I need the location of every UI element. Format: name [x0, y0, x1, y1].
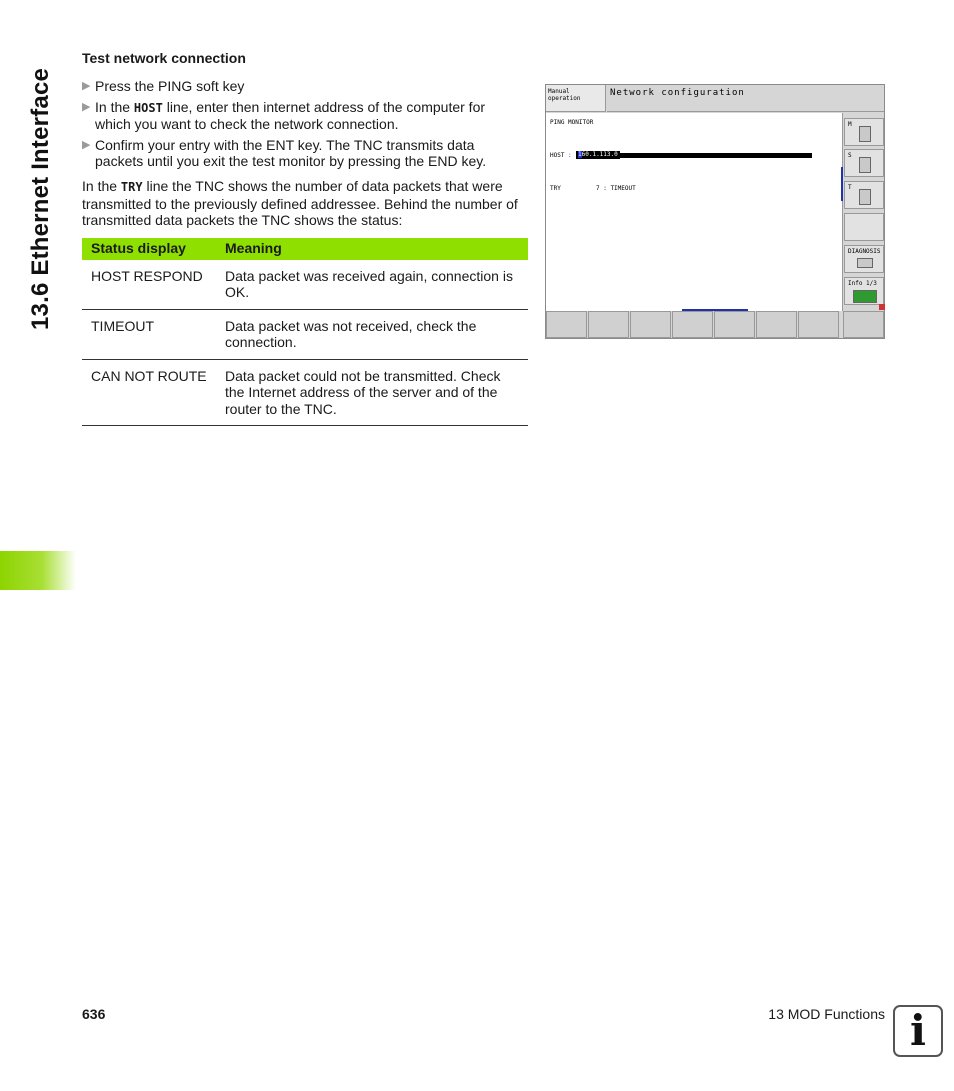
tnc-button-blank[interactable] [844, 213, 884, 241]
step-code: HOST [133, 100, 163, 115]
table-row [82, 260, 528, 310]
tnc-button-label: DIAGNOSIS [848, 248, 881, 255]
table-header-status: Status display [82, 238, 216, 260]
spindle-icon [859, 126, 871, 142]
tnc-button-s[interactable] [844, 149, 884, 177]
tnc-softkey[interactable] [843, 311, 884, 338]
para-text-after: line the TNC shows the number of data packets that were transmitted to the previously defined addressee. Behind the number of transmitted data packets the TNC shows the status: [82, 178, 518, 228]
step-item [82, 99, 522, 133]
tnc-softkey-row [546, 311, 884, 339]
tnc-button-label: M [848, 121, 852, 128]
status-paragraph [82, 178, 527, 229]
tnc-mode-line1: Manual [548, 88, 570, 95]
tnc-softkey[interactable] [798, 311, 839, 338]
tnc-screenshot [545, 84, 885, 339]
tnc-right-buttons [843, 113, 885, 311]
table-cell-meaning: Data packet could not be transmitted. Check the Internet address of the server and of the router to the TNC. [216, 359, 528, 426]
tnc-softkey[interactable] [588, 311, 629, 338]
table-header-row [82, 238, 528, 260]
tnc-softkey[interactable] [714, 311, 755, 338]
tnc-main-screen [546, 113, 843, 311]
tnc-softkey[interactable] [672, 311, 713, 338]
tnc-mode-line2: operation [548, 95, 581, 102]
tnc-button-label: Info 1/3 [848, 280, 877, 287]
step-text: Confirm your entry with the ENT key. The TNC transmits data packets until you exit the test monitor by pressing the END key. [95, 136, 487, 169]
table-cell-status: HOST RESPOND [82, 260, 216, 310]
bullet-arrow-icon: ▶ [82, 80, 91, 92]
section-heading: Test network connection [82, 50, 246, 66]
table-cell-status: CAN NOT ROUTE [82, 359, 216, 426]
tnc-header-title: Network configuration [607, 85, 884, 112]
para-text-before: In the [82, 178, 121, 194]
step-item [82, 137, 522, 170]
side-chapter-tab [0, 551, 76, 590]
tnc-button-label: S [848, 152, 852, 159]
step-text: Press the PING soft key [95, 78, 245, 94]
tnc-host-value: 60.1.113.0 [581, 151, 618, 158]
table-header-meaning: Meaning [216, 238, 528, 260]
tnc-softkey[interactable] [756, 311, 797, 338]
tnc-host-colon: : [568, 152, 572, 159]
tool-icon [859, 157, 871, 173]
table-cell-meaning: Data packet was received again, connection is OK. [216, 260, 528, 310]
para-code: TRY [120, 180, 143, 194]
page-number: 636 [82, 1006, 106, 1022]
tnc-mode-box [546, 85, 606, 112]
step-text-before: In the [95, 98, 134, 115]
info-icon: i [893, 1005, 943, 1057]
bullet-arrow-icon: ▶ [82, 138, 91, 151]
tnc-button-info[interactable] [844, 277, 884, 305]
tnc-host-input[interactable] [576, 151, 620, 159]
chapter-footer: 13 MOD Functions [768, 1006, 885, 1022]
tnc-button-t[interactable] [844, 181, 884, 209]
side-chapter-title: 13.6 Ethernet Interface [27, 67, 54, 330]
diagnosis-icon [857, 258, 873, 268]
tnc-button-m[interactable] [844, 118, 884, 146]
table-row [82, 359, 528, 426]
tnc-button-label: T [848, 184, 852, 191]
tnc-softkey[interactable] [630, 311, 671, 338]
status-table [82, 238, 528, 426]
table-cell-meaning: Data packet was not received, check the connection. [216, 309, 528, 359]
flag-icon [879, 304, 885, 310]
bullet-arrow-icon: ▶ [82, 100, 91, 113]
info-page-icon [853, 290, 877, 303]
tnc-host-cursor: 1 [578, 151, 582, 158]
tnc-try-value: 7 : TIMEOUT [596, 185, 636, 192]
tool-change-icon [859, 189, 871, 205]
tnc-ping-label: PING MONITOR [550, 119, 594, 126]
steps-list [82, 78, 522, 174]
tnc-button-diagnosis[interactable] [844, 245, 884, 273]
tnc-host-label: HOST [550, 152, 565, 159]
step-text-after: line, enter then internet address of the computer for which you want to check the network connection. [95, 98, 486, 132]
step-item [82, 78, 522, 95]
tnc-try-label: TRY [550, 185, 561, 192]
tnc-softkey[interactable] [546, 311, 587, 338]
table-row [82, 309, 528, 359]
table-cell-status: TIMEOUT [82, 309, 216, 359]
